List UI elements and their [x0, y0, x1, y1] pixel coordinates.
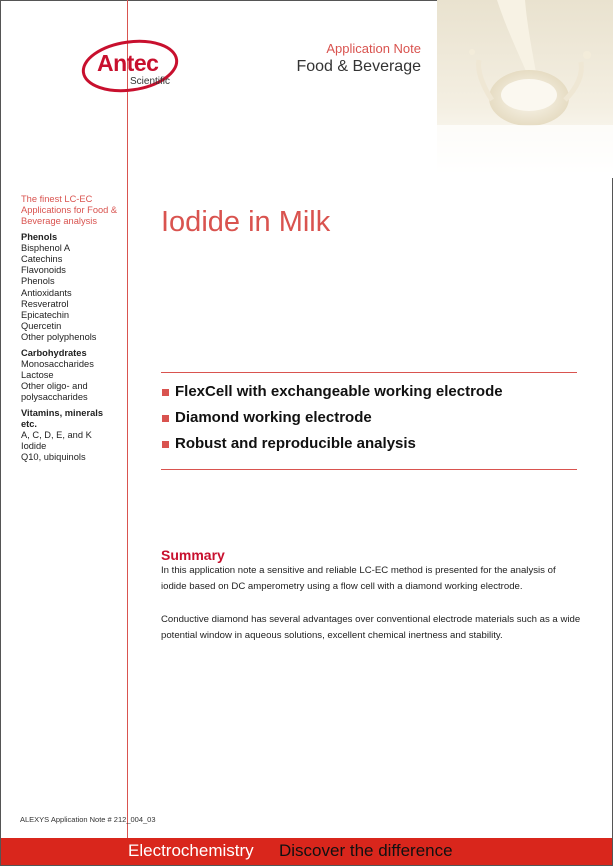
bullet-square-icon: [162, 415, 169, 422]
sidebar-item: Quercetin: [21, 321, 62, 332]
sidebar-item: Other oligo- and polysaccharides: [21, 381, 88, 403]
sidebar-group-vitamins: [21, 408, 121, 464]
sidebar-item: Antioxidants: [21, 287, 72, 298]
summary-paragraph-1: In this application note a sensitive and reliable LC-EC method is presented for the analysis of iodide based on DC amperometry using a flow cell with a diamond working electrode.: [161, 565, 556, 592]
document-reference: ALEXYS Application Note # 212_004_03: [20, 815, 156, 824]
sidebar-item: Q10, ubiquinols: [21, 452, 86, 463]
summary-heading: Summary: [161, 547, 225, 563]
feature-text: Diamond working electrode: [175, 409, 372, 426]
summary-paragraph-2: Conductive diamond has several advantages over conventional electrode materials such as a wide potential window in aqueous solutions, excellent chemical inertness and stability.: [161, 614, 581, 641]
feature-text: FlexCell with exchangeable working electrode: [175, 383, 503, 400]
footer-tagline-right: Discover the difference: [279, 841, 453, 860]
sidebar-item: Phenols: [21, 276, 55, 287]
bullet-square-icon: [162, 441, 169, 448]
logo-wordmark: Antec: [97, 50, 159, 76]
sidebar-item: Lactose: [21, 370, 54, 381]
sidebar-group-phenols: [21, 232, 121, 344]
sidebar-item: Monosaccharides: [21, 358, 94, 369]
sidebar-item: Bisphenol A: [21, 242, 71, 253]
sidebar-group-carbohydrates: [21, 348, 121, 404]
features-top-rule: [161, 372, 577, 373]
sidebar-group-title: Carbohydrates: [21, 347, 87, 358]
note-category: Food & Beverage: [296, 58, 421, 75]
sidebar-item: Epicatechin: [21, 310, 70, 321]
sidebar-intro: The finest LC-EC Applications for Food & Beverage analysis: [21, 194, 118, 227]
footer-banner: [1, 838, 612, 865]
note-type: Application Note: [326, 41, 421, 56]
sidebar-item: Iodide: [21, 441, 47, 452]
feature-text: Robust and reproducible analysis: [175, 435, 416, 452]
sidebar-group-title: Vitamins, minerals etc.: [21, 407, 103, 429]
footer-tagline-left: Electrochemistry: [128, 841, 254, 860]
features-bottom-rule: [161, 469, 577, 470]
sidebar: [21, 194, 121, 464]
sidebar-item: Resveratrol: [21, 298, 69, 309]
sidebar-item: Other polyphenols: [21, 332, 97, 343]
margin-rule: [127, 0, 128, 838]
page-title: Iodide in Milk: [161, 206, 331, 239]
sidebar-group-title: Phenols: [21, 231, 58, 242]
sidebar-item: A, C, D, E, and K: [21, 430, 92, 441]
bullet-square-icon: [162, 389, 169, 396]
sidebar-item: Catechins: [21, 254, 63, 265]
milk-splash-image: [437, 0, 613, 178]
logo-subtitle: Scientific: [130, 76, 171, 87]
sidebar-item: Flavonoids: [21, 265, 66, 276]
